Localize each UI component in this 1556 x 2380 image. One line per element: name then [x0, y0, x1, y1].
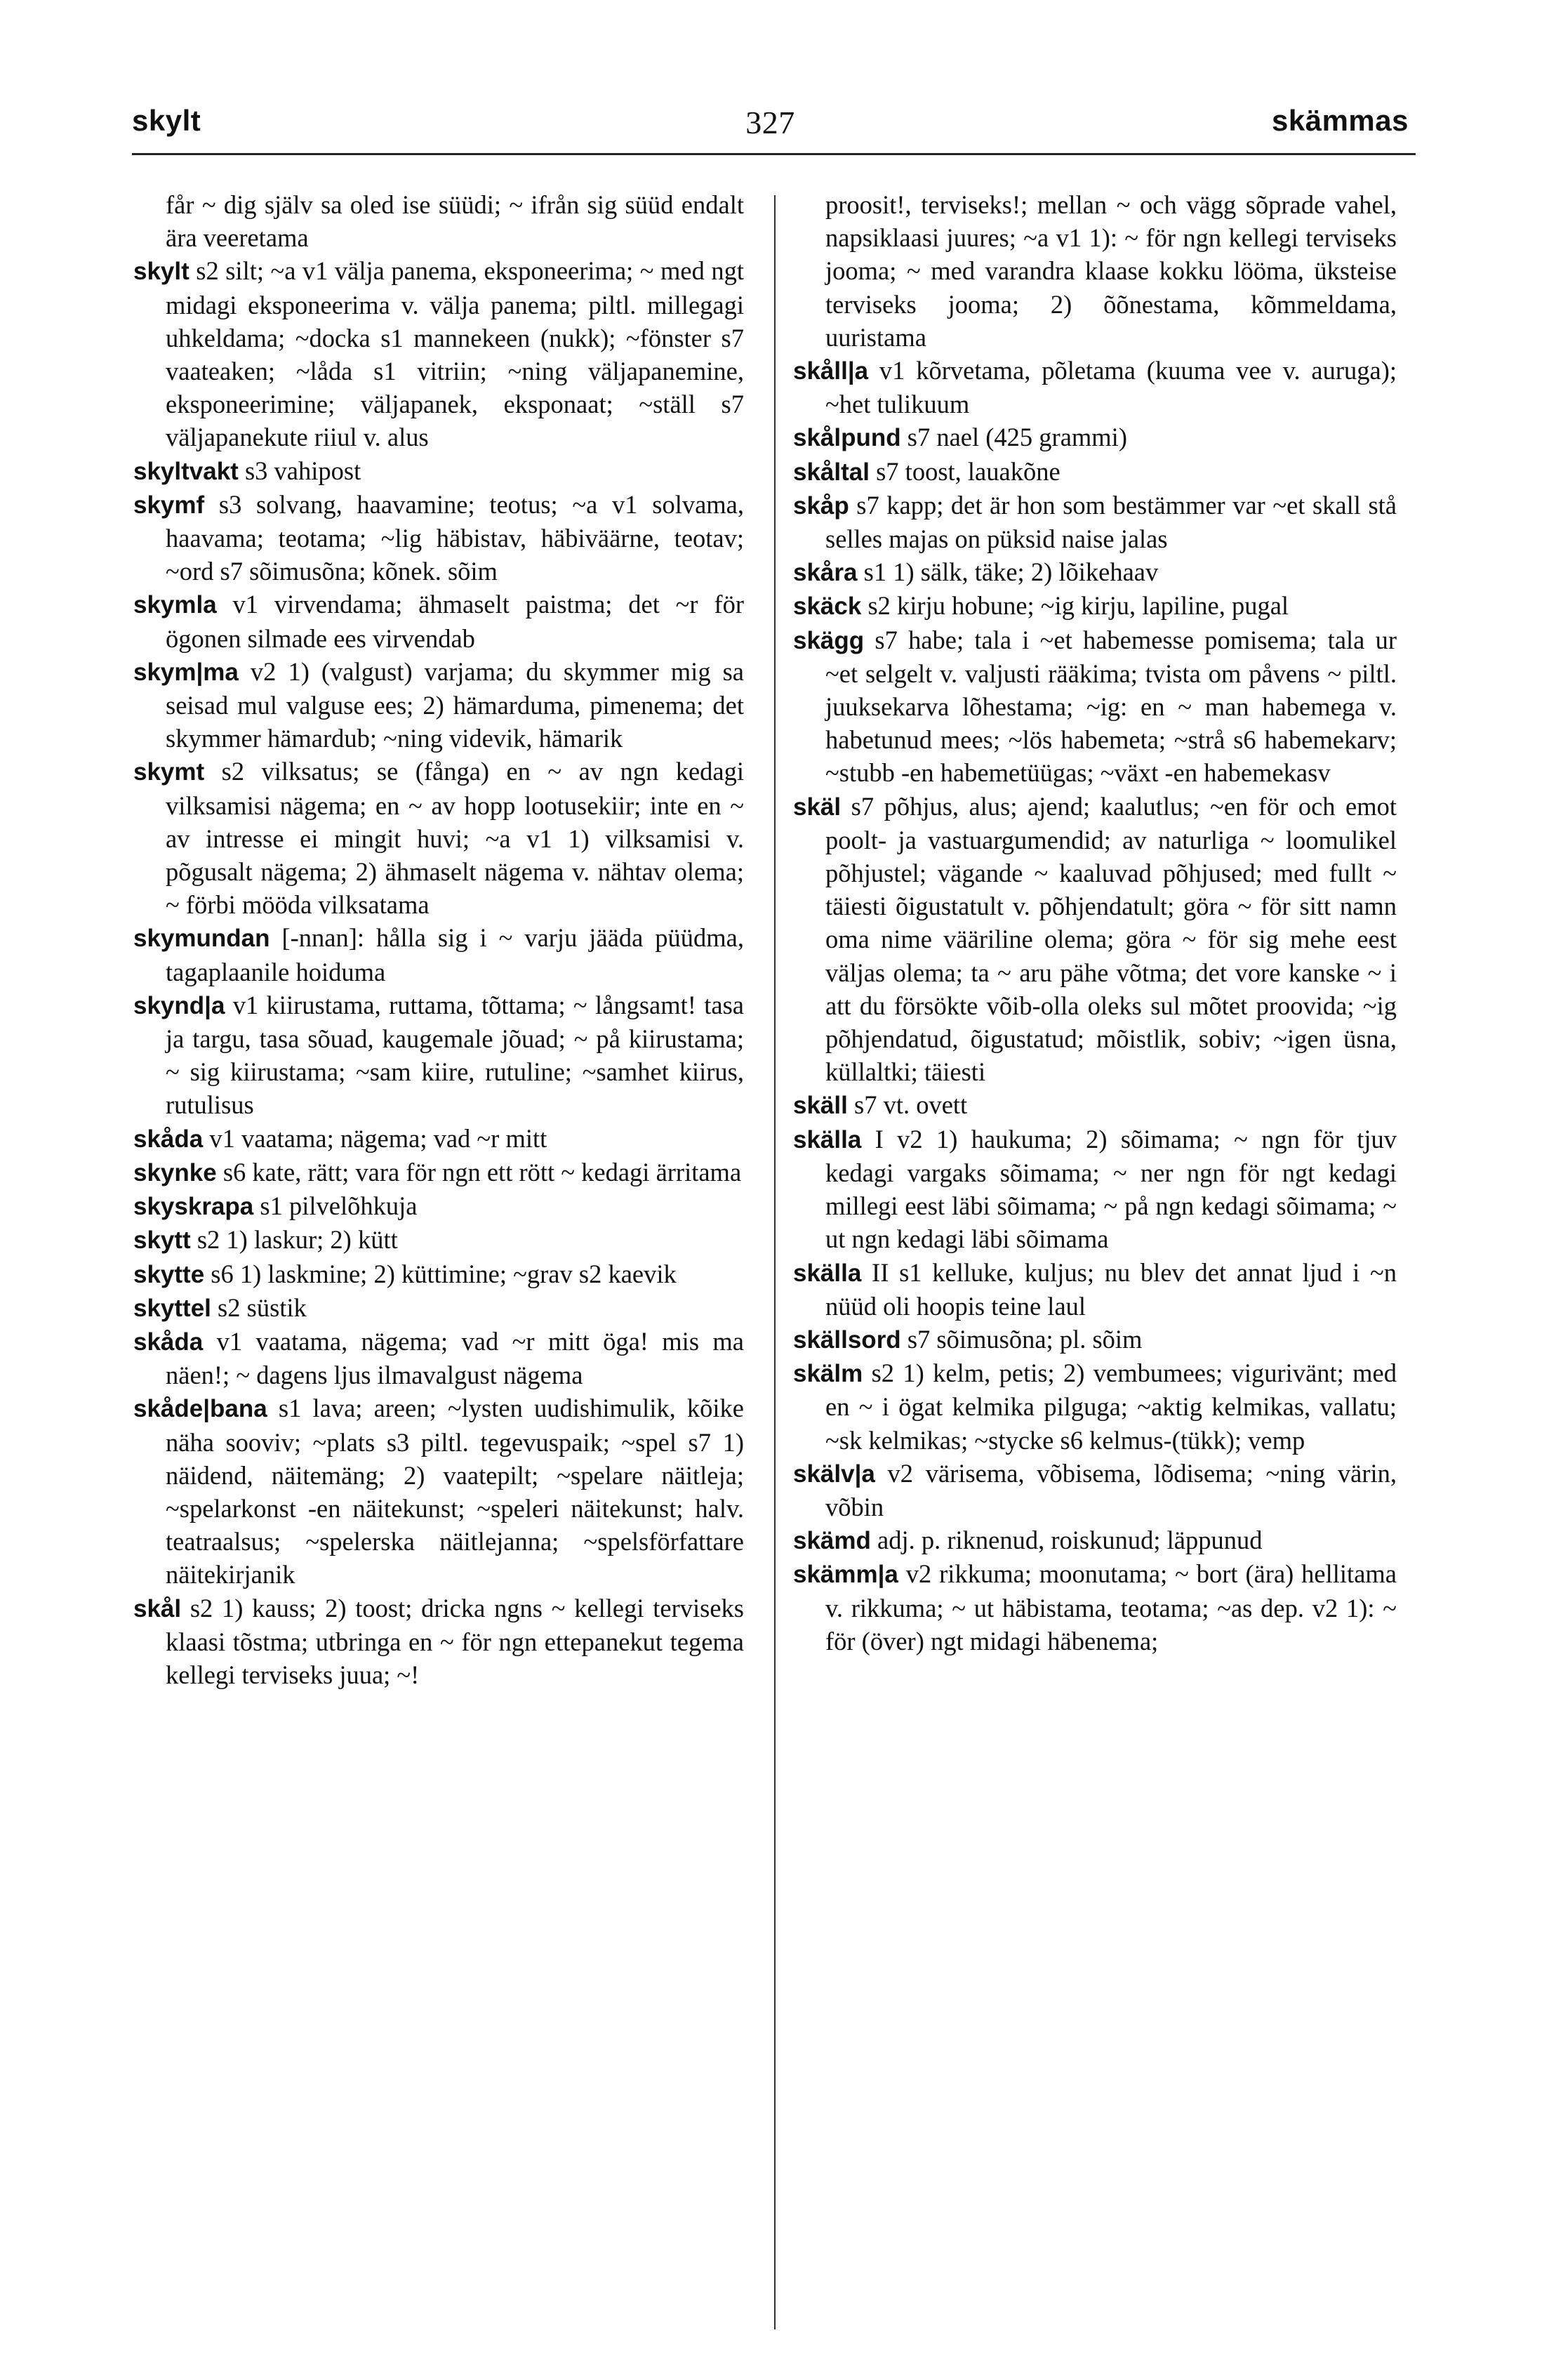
entry-headword: skäl [793, 793, 842, 821]
dictionary-entry [133, 1257, 744, 1291]
entry-definition: adj. p. riknenud, roiskunud; läppunud [870, 1526, 1263, 1555]
entry-definition: v2 1) (valgust) varjama; du skymmer mig sa seisad mul valguse ees; 2) hämarduma, pimenema; det skymmer hämardub; ~ning videvik, hämarik [166, 656, 744, 753]
entry-definition: s7 sõimusõna; pl. sõim [900, 1324, 1143, 1354]
entry-headword: skälv|a [793, 1460, 875, 1488]
entry-headword: skälla [793, 1125, 862, 1153]
entry-headword: skälm [793, 1360, 863, 1388]
dictionary-entry [133, 921, 744, 988]
column-divider [774, 195, 776, 2329]
dictionary-entry [133, 1325, 744, 1391]
entry-definition: s3 solvang, haavamine; teotus; ~a v1 solvama, haavama; teotama; ~lig häbistav, häbiväärne, teotav; ~ord s7 sõimusõna; kõnek. sõim [166, 489, 744, 586]
dictionary-entry [793, 455, 1397, 489]
entry-definition: s3 vahipost [238, 456, 361, 485]
entry-definition: v1 kiirustama, ruttama, tõttama; ~ långsamt! tasa ja targu, tasa sõuad, kaugemale jõuad; ~ på kiirustama; ~ sig kiirustama; ~sam kiire, rutuline; ~samhet kiirus, rutulisus [166, 990, 744, 1120]
entry-headword: skymundan [133, 925, 270, 953]
left-column [133, 188, 744, 1691]
entry-headword: skynd|a [133, 991, 225, 1019]
page-header [132, 104, 1409, 149]
entry-definition: proosit!, terviseks!; mellan ~ och vägg sõprade vahel, napsiklaasi juures; ~a v1 1): ~ för ngn kellegi terviseks jooma; ~ med varandra klaase kokku lööma, üksteise terviseks jooma; 2) õõnestama, kõmmeldama, uuristama [825, 190, 1397, 352]
dictionary-entry [793, 1256, 1397, 1323]
dictionary-entry [133, 1156, 744, 1189]
entry-definition: s6 kate, rätt; vara för ngn ett rött ~ kedagi ärritama [216, 1157, 742, 1186]
entry-headword: skägg [793, 626, 865, 654]
entry-headword: skymla [133, 591, 217, 619]
dictionary-entry [793, 1088, 1397, 1122]
header-rule [132, 153, 1416, 155]
dictionary-entry [793, 1123, 1397, 1256]
entry-definition: s7 vt. ovett [847, 1090, 968, 1120]
entry-headword: skymt [133, 758, 205, 786]
dictionary-entry [793, 1356, 1397, 1457]
dictionary-entry [133, 1122, 744, 1156]
entry-definition: s7 toost, lauakõne [869, 456, 1060, 486]
dictionary-entry [133, 755, 744, 921]
entry-definition: v2 rikkuma; moonutama; ~ bort (ära) hellitama v. rikkuma; ~ ut häbistama, teotama; ~as dep. v2 1): ~ för (över) ngt midagi häbenema; [825, 1559, 1397, 1655]
dictionary-entry [793, 1523, 1397, 1557]
dictionary-entry [133, 454, 744, 488]
entry-headword: skytte [133, 1260, 205, 1288]
entry-headword: skynke [133, 1158, 217, 1186]
entry-headword: skäck [793, 593, 862, 621]
dictionary-entry [793, 555, 1397, 589]
dictionary-entry [793, 354, 1397, 421]
entry-headword: skåll|a [793, 357, 869, 385]
dictionary-entry [133, 488, 744, 588]
dictionary-entry [793, 623, 1397, 790]
entry-definition: s2 vilksatus; se (fånga) en ~ av ngn kedagi vilksamisi nägema; en ~ av hopp lootusekiir; inte en ~ av intresse ei mingit huvi; ~a v1 1) vilksamisi v. põgusalt nägema; 2) ähmaselt nägema v. nähtav olema; ~ förbi mööda vilksatama [166, 757, 744, 920]
page-number: 327 [745, 105, 795, 140]
entry-definition: s2 1) kelm, petis; 2) vembumees; vigurivänt; med en ~ i ögat kelmika pilguga; ~aktig kelmikas, vallatu; ~sk kelmikas; ~stycke s6 kelmus-(tükk); vemp [825, 1358, 1397, 1455]
dictionary-entry [133, 588, 744, 654]
entry-headword: skyskrapa [133, 1193, 254, 1221]
dictionary-entry [133, 1592, 744, 1692]
entry-headword: skytt [133, 1227, 191, 1255]
entry-headword: skäll [793, 1092, 848, 1120]
dictionary-entry [793, 188, 1397, 354]
dictionary-entry [133, 254, 744, 454]
entry-definition: s7 nael (425 grammi) [900, 423, 1127, 452]
entry-definition: s2 süstik [211, 1293, 307, 1322]
entry-headword: skälla [793, 1259, 862, 1287]
entry-definition: s7 kapp; det är hon som bestämmer var ~et skall stå selles majas on püksid naise jalas [825, 490, 1397, 554]
entry-headword: skyttel [133, 1294, 211, 1322]
entry-headword: skyltvakt [133, 457, 239, 485]
entry-headword: skämd [793, 1527, 871, 1555]
dictionary-entry [133, 1391, 744, 1591]
entry-definition: s1 pilvelõhkuja [253, 1191, 418, 1221]
dictionary-entry [793, 1457, 1397, 1523]
entry-definition: s6 1) laskmine; 2) küttimine; ~grav s2 kaevik [204, 1259, 677, 1288]
dictionary-entry [133, 655, 744, 755]
entry-definition: s1 1) sälk, täke; 2) lõikehaav [857, 557, 1159, 587]
entry-headword: skym|ma [133, 658, 239, 686]
entry-headword: skymf [133, 491, 205, 519]
entry-definition: v1 virvendama; ähmaselt paistma; det ~r för ögonen silmade ees virvendab [166, 590, 744, 653]
dictionary-entry [133, 989, 744, 1122]
entry-headword: skylt [133, 258, 189, 286]
right-guide-word: skämmas [1272, 104, 1409, 137]
entry-definition: s7 põhjus, alus; ajend; kaalutlus; ~en för och emot poolt- ja vastuargumendid; av naturliga ~ loomulikel põhjustel; vägande ~ kaaluvad põhjused; med fullt ~ täiesti õigustatult v. põhjendatult; göra ~ för sitt namn oma nime vääriline olema; göra ~ för sig mehe eest väljas olema; ta ~ aru pähe võtma; det vore kanske ~ i att du försökte võib-olla oleks sul mõtet proovida; ~ig põhjendatud, õigustatud; mõistlik, sobiv; ~igen üsna, küllaltki; täiesti [825, 791, 1397, 1087]
entry-headword: skällsord [793, 1325, 901, 1354]
dictionary-entry [133, 1189, 744, 1223]
right-column [793, 188, 1397, 1658]
entry-headword: skåde|bana [133, 1395, 267, 1423]
entry-definition: s2 kirju hobune; ~ig kirju, lapiline, pugal [861, 591, 1289, 621]
entry-definition: v1 vaatama; nägema; vad ~r mitt [203, 1123, 547, 1153]
entry-definition: v1 kõrvetama, põletama (kuuma vee v. auruga); ~het tulikuum [825, 356, 1397, 419]
entry-definition: v1 vaatama, nägema; vad ~r mitt öga! mis ma näen!; ~ dagens ljus ilmavalgust nägema [166, 1326, 744, 1390]
entry-definition: får ~ dig själv sa oled ise süüdi; ~ ifrån sig süüd endalt ära veeretama [166, 190, 744, 253]
dictionary-entry [793, 790, 1397, 1089]
left-guide-word: skylt [132, 104, 201, 137]
entry-headword: skålpund [793, 424, 901, 452]
dictionary-entry [793, 589, 1397, 623]
entry-headword: skåda [133, 1125, 204, 1153]
entry-headword: skåda [133, 1328, 204, 1356]
entry-headword: skål [133, 1594, 182, 1622]
dictionary-entry [133, 188, 744, 254]
entry-headword: skåltal [793, 458, 870, 486]
entry-headword: skämm|a [793, 1561, 898, 1589]
entry-definition: II s1 kelluke, kuljus; nu blev det annat ljud i ~n nüüd oli hoopis teine laul [825, 1257, 1397, 1321]
entry-definition: I v2 1) haukuma; 2) sõimama; ~ ngn för tjuv kedagi vargaks sõimama; ~ ner ngn för ngt kedagi millegi eest läbi sõimama; ~ på ngn kedagi sõimama; ~ ut ngn kedagi läbi sõimama [825, 1124, 1397, 1254]
entry-definition: [-nnan]: hålla sig i ~ varju jääda püüdma, tagaplaanile hoiduma [166, 923, 744, 986]
entry-definition: s2 1) kauss; 2) toost; dricka ngns ~ kellegi terviseks klaasi tõstma; utbringa en ~ för ngn ettepanekut tegema kellegi terviseks juua; ~! [166, 1593, 744, 1689]
entry-definition: s2 silt; ~a v1 välja panema, eksponeerima; ~ med ngt midagi eksponeerima v. välja panema; piltl. millegagi uhkeldama; ~docka s1 mannekeen (nukk); ~fönster s7 vaateaken; ~låda s1 vitriin; ~ning väljapanemine, eksponeerimine; väljapanek, eksponaat; ~ställ s7 väljapanekute riiul v. alus [166, 256, 744, 452]
entry-headword: skåp [793, 491, 849, 520]
dictionary-entry [133, 1291, 744, 1325]
dictionary-entry [793, 421, 1397, 454]
entry-definition: s7 habe; tala i ~et habemesse pomisema; tala ur ~et selgelt v. valjusti rääkima; tvista om påvens ~ piltl. juuksekarva lõhestama; ~ig: en ~ man habemega v. habetunud mees; ~lös habemeta; ~strå s6 habemekarv; ~stubb -en habemetüügas; ~växt -en habemekasv [825, 625, 1397, 788]
dictionary-entry [793, 1557, 1397, 1658]
dictionary-entry [793, 1323, 1397, 1356]
dictionary-entry [133, 1223, 744, 1257]
entry-definition: s2 1) laskur; 2) kütt [190, 1225, 398, 1255]
entry-headword: skåra [793, 559, 858, 587]
dictionary-entry [793, 489, 1397, 555]
entry-definition: v2 värisema, võbisema, lõdisema; ~ning värin, võbin [825, 1458, 1397, 1521]
entry-definition: s1 lava; areen; ~lysten uudishimulik, kõike näha sooviv; ~plats s3 piltl. tegevuspaik; ~spel s7 1) näidend, näitemäng; 2) vaatepilt; ~spelare näitleja; ~spelarkonst -en näitekunst; ~speleri näitekunst; halv. teatraalsus; ~spelerska näitlejanna; ~spelsförfattare näitekirjanik [166, 1394, 744, 1589]
